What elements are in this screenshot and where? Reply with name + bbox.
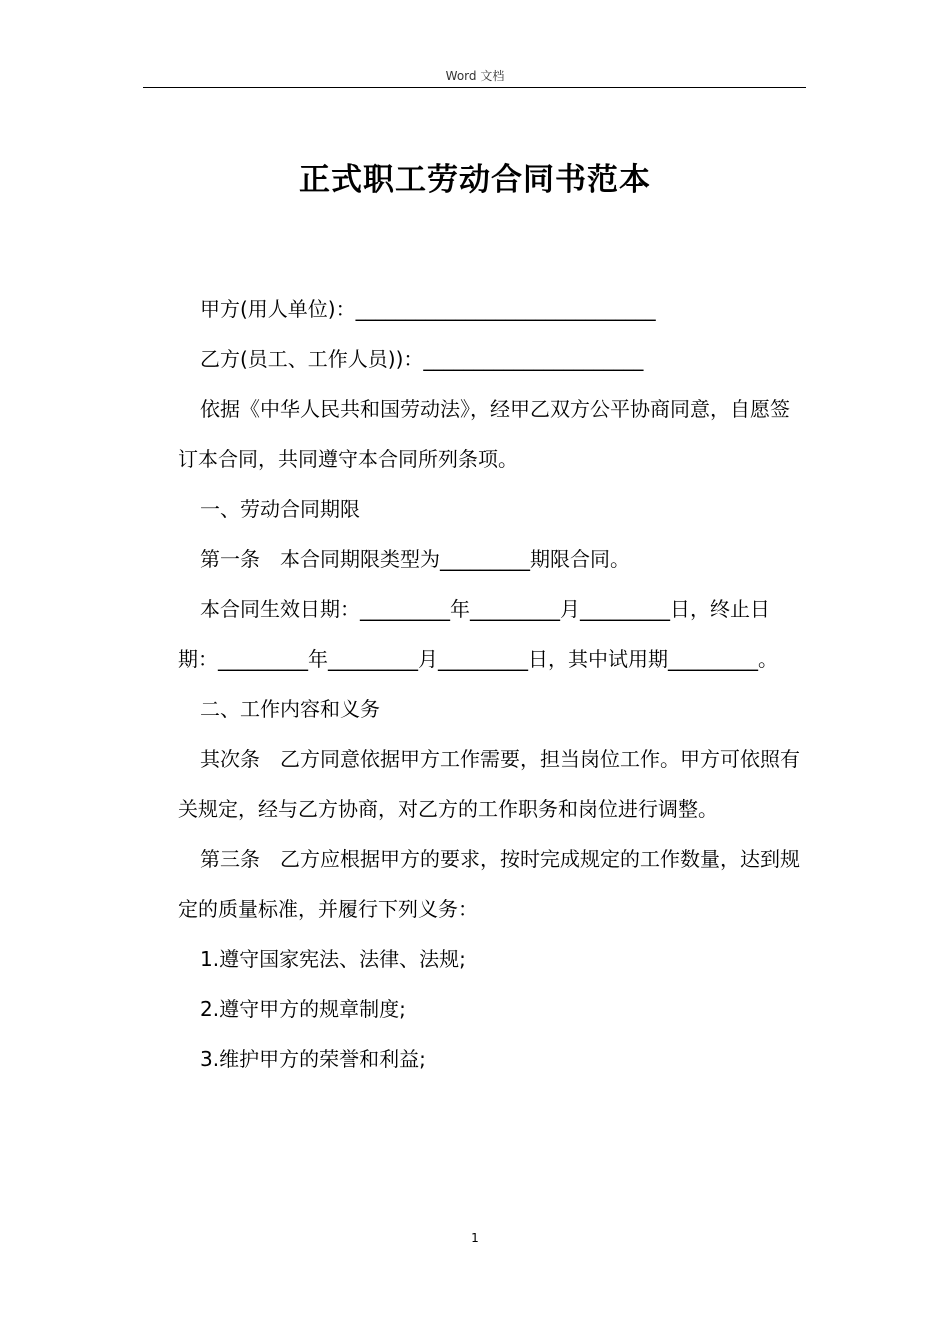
article-2-paragraph: 其次条 乙方同意依据甲方工作需要，担当岗位工作。甲方可依照有关规定，经与乙方协商，对乙方的工作职务和岗位进行调整。 [178, 747, 800, 821]
party-a-line: 甲方(用人单位)：______________________________ [200, 297, 656, 321]
document-title: 正式职工劳动合同书范本 [299, 162, 651, 198]
header-divider [143, 87, 806, 88]
article-3-paragraph: 第三条 乙方应根据甲方的要求，按时完成规定的工作数量，达到规定的质量标准，并履行下列义务： [178, 847, 800, 921]
article-1-paragraph: 第一条 本合同期限类型为_________期限合同。 [200, 547, 630, 571]
page-number: 1 [471, 1231, 479, 1245]
list-item: 2.遵守甲方的规章制度; [200, 997, 406, 1021]
party-b-line: 乙方(员工、工作人员))：______________________ [200, 347, 644, 371]
section-heading-term: 一、劳动合同期限 [200, 497, 360, 521]
page-header: Word 文档 [445, 69, 505, 83]
list-item: 1.遵守国家宪法、法律、法规; [200, 947, 466, 971]
document-body [178, 284, 808, 1084]
section-heading-duties: 二、工作内容和义务 [200, 697, 380, 721]
effective-date-paragraph: 本合同生效日期：_________年_________月_________日，终止日期：_________年_________月_________日，其中试用期_________。 [178, 597, 778, 671]
list-item: 3.维护甲方的荣誉和利益; [200, 1047, 426, 1071]
preamble-paragraph: 依据《中华人民共和国劳动法》，经甲乙双方公平协商同意，自愿签订本合同，共同遵守本合同所列条项。 [178, 397, 790, 471]
